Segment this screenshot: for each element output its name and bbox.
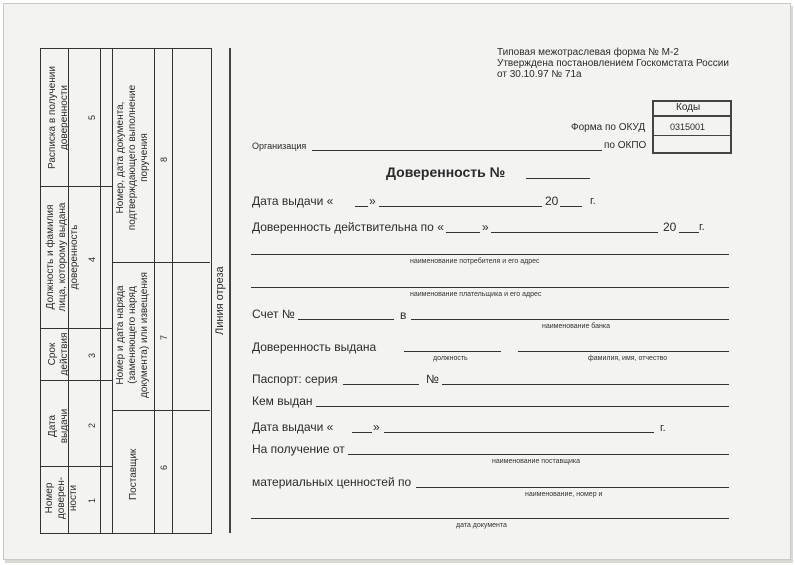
form-type-line3: от 30.10.97 № 71а bbox=[497, 69, 582, 80]
payer-caption: наименование плательщика и его адрес bbox=[410, 291, 542, 298]
issue-day-field[interactable] bbox=[355, 206, 368, 207]
valid-until-label: Доверенность действительна по « bbox=[252, 220, 444, 234]
form-type-line1: Типовая межотраслевая форма № М-2 bbox=[497, 47, 679, 58]
issue-quote: » bbox=[369, 194, 376, 208]
valid-day-field[interactable] bbox=[446, 232, 480, 233]
payer-field[interactable] bbox=[251, 287, 729, 288]
receive-from-label: На получение от bbox=[252, 442, 345, 456]
cut-line bbox=[229, 48, 231, 533]
issue-year-field[interactable] bbox=[560, 206, 582, 207]
stub-col-order: Номер и дата наряда (заменяющего наряд документа) или извещения bbox=[115, 272, 150, 398]
position-caption: должность bbox=[433, 355, 468, 362]
org-field[interactable] bbox=[312, 150, 602, 151]
issued-by-field[interactable] bbox=[316, 406, 729, 407]
doc-title: Доверенность № bbox=[386, 164, 506, 180]
stub-col-order-num: 7 bbox=[159, 334, 169, 340]
issue2-month-field[interactable] bbox=[384, 432, 654, 433]
stub-col-supplier-num: 6 bbox=[159, 464, 169, 470]
stub-col-confirm: Номер, дата документа, подтверждающего выполнение поручения bbox=[115, 84, 150, 231]
cut-line-label: Линия отреза bbox=[214, 266, 226, 335]
doc-date-field[interactable] bbox=[251, 518, 729, 519]
consumer-field[interactable] bbox=[251, 254, 729, 255]
okpo-label: по ОКПО bbox=[604, 140, 647, 151]
okud-value: 0315001 bbox=[670, 122, 706, 132]
valid-year-field[interactable] bbox=[679, 232, 699, 233]
passport-series-field[interactable] bbox=[343, 384, 419, 385]
valid-quote: » bbox=[482, 220, 489, 234]
doc-number-field[interactable] bbox=[526, 178, 590, 179]
stub-col-position-num: 4 bbox=[87, 256, 97, 262]
bank-field[interactable] bbox=[411, 319, 729, 320]
passport-no-label: № bbox=[426, 372, 439, 386]
passport-number-field[interactable] bbox=[442, 384, 729, 385]
issue-year-prefix: 20 bbox=[545, 194, 559, 208]
account-field[interactable] bbox=[298, 319, 394, 320]
issued-to-label: Доверенность выдана bbox=[252, 340, 377, 354]
issue2-day-field[interactable] bbox=[352, 432, 372, 433]
stub-col-number: Номер доверен-ности bbox=[44, 476, 79, 520]
fio-caption: фамилия, имя, отчество bbox=[588, 355, 668, 362]
issue2-quote: » bbox=[373, 420, 380, 434]
issue-month-field[interactable] bbox=[379, 206, 542, 207]
valid-year-prefix: 20 bbox=[663, 220, 677, 234]
stub-col-supplier: Поставщик bbox=[128, 448, 139, 500]
issue-year-suffix: г. bbox=[590, 195, 596, 207]
doc-date-caption: дата документа bbox=[456, 522, 507, 529]
position-field[interactable] bbox=[404, 351, 501, 352]
issue-date2-label: Дата выдачи « bbox=[252, 420, 334, 434]
bank-in-label: в bbox=[400, 308, 407, 322]
name-no-caption: наименование, номер и bbox=[525, 491, 603, 498]
goods-by-label: материальных ценностей по bbox=[252, 475, 412, 489]
stub-col-term-num: 3 bbox=[87, 352, 97, 358]
form-type-line2: Утверждена постановлением Госкомстата России bbox=[497, 58, 729, 69]
stub-col-number-num: 1 bbox=[87, 497, 97, 503]
bank-caption: наименование банка bbox=[542, 323, 610, 330]
codes-title: Коды bbox=[676, 102, 701, 113]
stub-col-date: Дата выдачи bbox=[47, 408, 70, 444]
stub-col-receipt-num: 5 bbox=[87, 114, 97, 120]
issued-by-label: Кем выдан bbox=[252, 394, 313, 408]
fio-field[interactable] bbox=[518, 351, 729, 352]
supplier-caption: наименование поставщика bbox=[492, 458, 580, 465]
stub-col-confirm-num: 8 bbox=[159, 156, 169, 162]
issue-date-label: Дата выдачи « bbox=[252, 194, 334, 208]
goods-doc-field[interactable] bbox=[416, 487, 729, 488]
supplier-field[interactable] bbox=[348, 454, 729, 455]
valid-month-field[interactable] bbox=[491, 232, 658, 233]
consumer-caption: наименование потребителя и его адрес bbox=[410, 258, 540, 265]
valid-year-suffix: г. bbox=[699, 221, 705, 233]
passport-label: Паспорт: серия bbox=[252, 372, 338, 386]
okud-label: Форма по ОКУД bbox=[571, 122, 646, 133]
stub-col-date-num: 2 bbox=[87, 422, 97, 428]
org-label: Организация bbox=[252, 141, 307, 151]
account-label: Счет № bbox=[252, 307, 295, 321]
stub-col-receipt: Расписка в получении доверенности bbox=[47, 66, 70, 169]
issue2-year-suffix: г. bbox=[660, 422, 666, 434]
stub-col-term: Срок действия bbox=[47, 332, 70, 376]
stub-col-position: Должность и фамилия лица, которому выдана доверенность bbox=[45, 202, 80, 312]
